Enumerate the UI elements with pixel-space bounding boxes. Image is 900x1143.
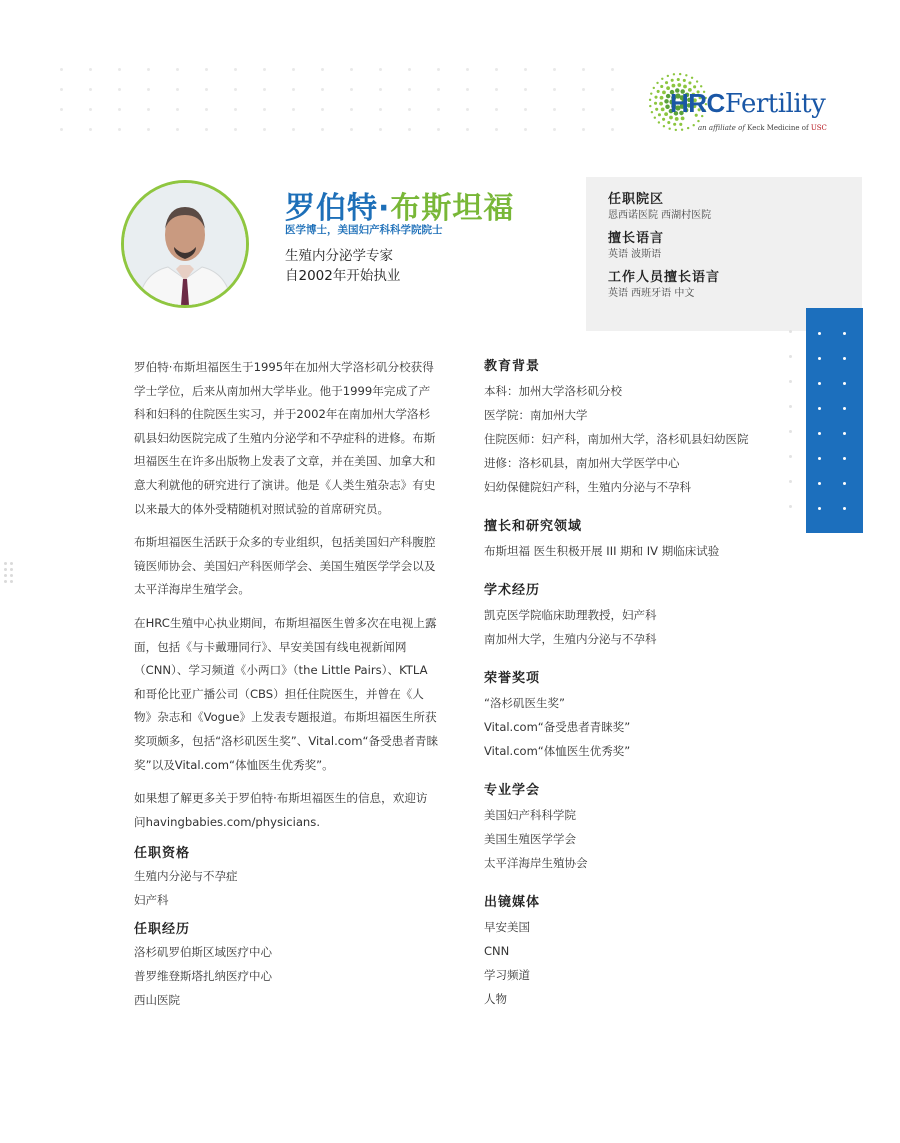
logo-dot: [679, 123, 682, 126]
decorative-dot: [176, 128, 179, 131]
decorative-dot: [408, 128, 411, 131]
doctor-last-name: 布斯坦福: [390, 191, 515, 226]
logo-dot: [696, 80, 698, 82]
section-title: 出镜媒体: [484, 895, 541, 910]
doctor-credentials: 医学博士，美国妇产科科学院院士: [285, 224, 443, 236]
bio-paragraph: 罗伯特·布斯坦福医生于1995年在加州大学洛杉矶分校获得学士学位，后来从南加州大学毕业。他于1999年完成了产科和妇科的住院医生实习，并于2002年在南加州大学洛杉矶县妇幼医院完成了生殖内分泌学和不孕症科的进修。布斯坦福医生在许多出版物上发表了文章，并在美国、加拿大和意大利就他的研究进行了演讲。他是《人类生殖杂志》有史以来最大的体外受精随机对照试验的首席研究员。: [134, 360, 436, 516]
media-section: [484, 893, 804, 1011]
decorative-dot: [611, 108, 614, 111]
decorative-dot: [466, 68, 469, 71]
logo-dot: [679, 73, 681, 75]
decorative-dot: [118, 128, 121, 131]
section-item: 普罗维登斯塔扎纳医疗中心: [134, 969, 272, 984]
logo-dot: [685, 74, 687, 76]
decorative-dot: [843, 332, 846, 335]
decorative-dot: [89, 108, 92, 111]
staff-languages-label: 工作人员擅长语言: [608, 270, 721, 285]
decorative-dot: [234, 68, 237, 71]
name-separator: ·: [378, 191, 391, 226]
decorative-dot: [234, 128, 237, 131]
decorative-dot-grid: [60, 68, 620, 128]
section-title: 学术经历: [484, 583, 541, 598]
logo-dot: [664, 112, 668, 116]
section-item: 医学院：南加州大学: [484, 408, 588, 422]
decorative-dot: [818, 382, 821, 385]
logo-dot: [677, 83, 681, 87]
section-item: 南加州大学，生殖内分泌与不孕科: [484, 632, 657, 646]
doctor-first-name: 罗伯特: [285, 191, 378, 226]
decorative-dot: [379, 128, 382, 131]
logo-affiliate-org: USC: [810, 124, 827, 132]
doctor-specialty-block: [285, 246, 400, 286]
decorative-dot: [408, 108, 411, 111]
section-item: “洛杉矶医生奖”: [484, 696, 565, 710]
logo-dot: [661, 78, 663, 80]
decorative-dot: [843, 457, 846, 460]
decorative-dot: [818, 507, 821, 510]
societies-section: [484, 781, 804, 875]
logo-dot: [654, 117, 656, 119]
decorative-dot: [818, 482, 821, 485]
languages-label: 擅长语言: [608, 231, 665, 246]
logo-dot: [654, 102, 657, 105]
logo-dot: [660, 85, 663, 88]
section-title: 任职资格: [134, 846, 191, 862]
decorative-dot: [495, 108, 498, 111]
section-item: 凯克医学院临床助理教授，妇产科: [484, 608, 657, 622]
decorative-dot: [553, 68, 556, 71]
decorative-dot: [611, 88, 614, 91]
logo-dot: [664, 99, 669, 104]
decorative-dot: [234, 108, 237, 111]
section-item: 学习频道: [484, 968, 530, 982]
logo-dot: [671, 79, 674, 82]
decorative-dot: [89, 88, 92, 91]
decorative-dot: [553, 128, 556, 131]
logo-dot: [673, 123, 676, 126]
logo-affiliate-name: Keck Medicine of: [747, 124, 809, 132]
decorative-dot: [10, 574, 13, 577]
logo-dot: [656, 82, 658, 84]
doctor-portrait: [121, 180, 249, 308]
logo-dot: [660, 96, 664, 100]
decorative-dot: [118, 68, 121, 71]
decorative-dot: [495, 88, 498, 91]
section-item: 妇产科: [134, 893, 169, 908]
decorative-dot: [524, 88, 527, 91]
staff-languages-value: 英语 西班牙语 中文: [608, 288, 695, 299]
logo-affiliate-prefix: an affiliate of: [698, 124, 745, 132]
decorative-dot: [321, 88, 324, 91]
decorative-dot: [350, 128, 353, 131]
decorative-dot: [379, 68, 382, 71]
logo-brand-bold: HRC: [670, 88, 725, 118]
awards-section: [484, 669, 804, 763]
decorative-dot: [524, 108, 527, 111]
decorative-dot: [495, 128, 498, 131]
decorative-dot: [582, 88, 585, 91]
decorative-dot: [147, 88, 150, 91]
decorative-dot: [263, 88, 266, 91]
logo-dot: [681, 129, 683, 131]
section-item: 早安美国: [484, 920, 530, 934]
decorative-dot: [843, 357, 846, 360]
decorative-dot: [60, 68, 63, 71]
decorative-dot: [611, 68, 614, 71]
locations-label: 任职院区: [608, 192, 665, 207]
decorative-dot: [60, 108, 63, 111]
decorative-dot: [118, 108, 121, 111]
decorative-dot: [292, 128, 295, 131]
logo-dot: [677, 78, 680, 81]
decorative-blue-bar: [806, 308, 863, 533]
locations-value: 恩西诺医院 西湖村医院: [608, 210, 712, 221]
left-column: [134, 356, 439, 1012]
experience-section: [134, 920, 439, 1012]
logo-dot: [655, 108, 658, 111]
decorative-dot: [4, 562, 7, 565]
decorative-dot: [789, 330, 792, 333]
decorative-dot: [321, 108, 324, 111]
decorative-dot: [10, 568, 13, 571]
decorative-dot: [818, 332, 821, 335]
decorative-dot: [263, 108, 266, 111]
decorative-dot: [524, 68, 527, 71]
decorative-dot: [818, 457, 821, 460]
decorative-dot: [437, 88, 440, 91]
section-item: 人物: [484, 992, 507, 1006]
section-item: 本科：加州大学洛杉矶分校: [484, 384, 622, 398]
logo-dot: [667, 75, 669, 77]
decorative-dot: [263, 128, 266, 131]
doctor-photo-illustration: [124, 183, 246, 305]
doctor-practice-since: 自2002年开始执业: [285, 268, 401, 284]
decorative-dot: [437, 128, 440, 131]
logo-dot: [659, 102, 663, 106]
decorative-dot: [4, 568, 7, 571]
decorative-dot: [582, 68, 585, 71]
logo-dot: [693, 124, 695, 126]
right-column: [484, 357, 804, 1029]
decorative-dot: [437, 108, 440, 111]
section-item: 住院医师：妇产科，南加州大学，洛杉矶县妇幼医院: [484, 432, 749, 446]
decorative-dot: [89, 128, 92, 131]
decorative-dot: [176, 88, 179, 91]
decorative-dot: [176, 68, 179, 71]
decorative-dot: [379, 108, 382, 111]
academic-section: [484, 581, 804, 651]
doctor-name: [285, 183, 514, 227]
logo-brand-light: Fertility: [724, 89, 826, 119]
decorative-dot: [843, 482, 846, 485]
logo-dot: [658, 113, 661, 116]
section-item: 西山医院: [134, 993, 180, 1008]
decorative-dot: [4, 574, 7, 577]
logo-dot: [672, 84, 676, 88]
decorative-dot: [611, 128, 614, 131]
decorative-dot: [350, 68, 353, 71]
section-item: 洛杉矶罗伯斯区域医疗中心: [134, 945, 272, 960]
logo-dot: [650, 92, 652, 94]
logo-dot: [668, 128, 670, 130]
bio-paragraph: 在HRC生殖中心执业期间，布斯坦福医生曾多次在电视上露面，包括《与卡戴珊同行》、早安美国有线电视新闻网（CNN）、学习频道《小两口》（the Little Pairs）、KTLA和哥伦比亚广播公司（CBS）担任住院医生，并曾在《人物》杂志和《Vogue》上发表专题报道。布斯坦福医生所获奖项颇多，包括“洛杉矶医生奖”、Vital.com“备受患者青睐奖”以及Vital.com“体恤医生优秀奖”。: [134, 615, 439, 772]
decorative-dot: [843, 407, 846, 410]
decorative-dot: [118, 88, 121, 91]
decorative-dot: [553, 108, 556, 111]
decorative-dot: [205, 68, 208, 71]
decorative-dot: [350, 108, 353, 111]
decorative-dot: [466, 88, 469, 91]
logo-dot: [657, 90, 660, 93]
section-item: 太平洋海岸生殖协会: [484, 856, 588, 870]
languages-value: 英语 波斯语: [608, 249, 662, 260]
logo-dot: [649, 105, 651, 107]
logo-dot: [654, 96, 657, 99]
decorative-dot: [321, 68, 324, 71]
logo-dot: [683, 79, 686, 82]
decorative-dot: [147, 68, 150, 71]
decorative-dot: [582, 108, 585, 111]
section-item: 进修：洛杉矶县，南加州大学医学中心: [484, 456, 680, 470]
decorative-dot: [263, 68, 266, 71]
section-item: 美国生殖医学学会: [484, 832, 576, 846]
decorative-dot: [818, 357, 821, 360]
decorative-dot: [408, 88, 411, 91]
logo-dot: [651, 111, 653, 113]
doctor-specialty: 生殖内分泌学专家: [285, 248, 393, 264]
decorative-dot: [843, 382, 846, 385]
decorative-dot: [843, 507, 846, 510]
decorative-dot: [292, 88, 295, 91]
decorative-dot: [437, 68, 440, 71]
logo-dot: [662, 118, 665, 121]
logo-dot: [687, 127, 689, 129]
decorative-dot: [466, 108, 469, 111]
logo-dot: [667, 121, 670, 124]
decorative-dot: [818, 407, 821, 410]
section-item: CNN: [484, 944, 510, 958]
decorative-dot: [292, 68, 295, 71]
decorative-dot: [843, 432, 846, 435]
decorative-dot: [553, 88, 556, 91]
decorative-dot: [466, 128, 469, 131]
decorative-dot: [60, 128, 63, 131]
section-item: Vital.com“体恤医生优秀奖”: [484, 744, 631, 758]
decorative-dot: [379, 88, 382, 91]
bio-paragraph: 布斯坦福医生活跃于众多的专业组织，包括美国妇产科腹腔镜医师协会、美国妇产科医师学会、美国生殖医学学会以及太平洋海岸生殖学会。: [134, 535, 436, 597]
education-section: [484, 357, 804, 499]
section-item: 布斯坦福 医生积极开展 III 期和 IV 期临床试验: [484, 544, 720, 558]
section-title: 专业学会: [484, 783, 541, 798]
hrc-fertility-logo: [648, 72, 827, 142]
decorative-dot: [205, 88, 208, 91]
decorative-dot: [350, 88, 353, 91]
decorative-dot: [60, 88, 63, 91]
decorative-dot: [147, 128, 150, 131]
logo-dot: [697, 120, 699, 122]
logo-dot: [653, 87, 655, 89]
decorative-dot: [321, 128, 324, 131]
logo-wordmark: [670, 88, 825, 119]
decorative-dot: [10, 580, 13, 583]
decorative-dot: [205, 128, 208, 131]
logo-dot: [661, 107, 665, 111]
decorative-dot: [495, 68, 498, 71]
logo-dot: [675, 129, 677, 131]
research-section: [484, 517, 804, 563]
decorative-dot: [147, 108, 150, 111]
decorative-dot: [4, 580, 7, 583]
section-item: 妇幼保健院妇产科，生殖内分泌与不孕科: [484, 480, 691, 494]
decorative-dot: [176, 108, 179, 111]
section-item: 美国妇产科科学院: [484, 808, 576, 822]
logo-affiliate-line: [698, 124, 827, 132]
logo-dot: [649, 99, 651, 101]
decorative-dot: [89, 68, 92, 71]
section-title: 擅长和研究领域: [484, 519, 583, 534]
bio-paragraph: 如果想了解更多关于罗伯特·布斯坦福医生的信息，欢迎访问havingbabies.com/physicians.: [134, 791, 428, 829]
logo-dot: [673, 73, 675, 75]
logo-dot: [665, 81, 668, 84]
decorative-dot: [292, 108, 295, 111]
decorative-dot: [234, 88, 237, 91]
decorative-dot: [818, 432, 821, 435]
logo-dot: [688, 81, 691, 84]
decorative-dot: [582, 128, 585, 131]
decorative-dot: [10, 562, 13, 565]
decorative-dot: [205, 108, 208, 111]
section-item: Vital.com“备受患者青睐奖”: [484, 720, 631, 734]
section-title: 任职经历: [134, 922, 191, 938]
logo-dot: [662, 91, 666, 95]
section-title: 教育背景: [484, 359, 541, 374]
decorative-dot: [524, 128, 527, 131]
logo-dot: [663, 125, 665, 127]
qualifications-section: [134, 844, 439, 912]
section-item: 生殖内分泌与不孕症: [134, 869, 238, 884]
logo-dot: [691, 77, 693, 79]
decorative-dot: [408, 68, 411, 71]
logo-dot: [658, 121, 660, 123]
section-title: 荣誉奖项: [484, 671, 541, 686]
